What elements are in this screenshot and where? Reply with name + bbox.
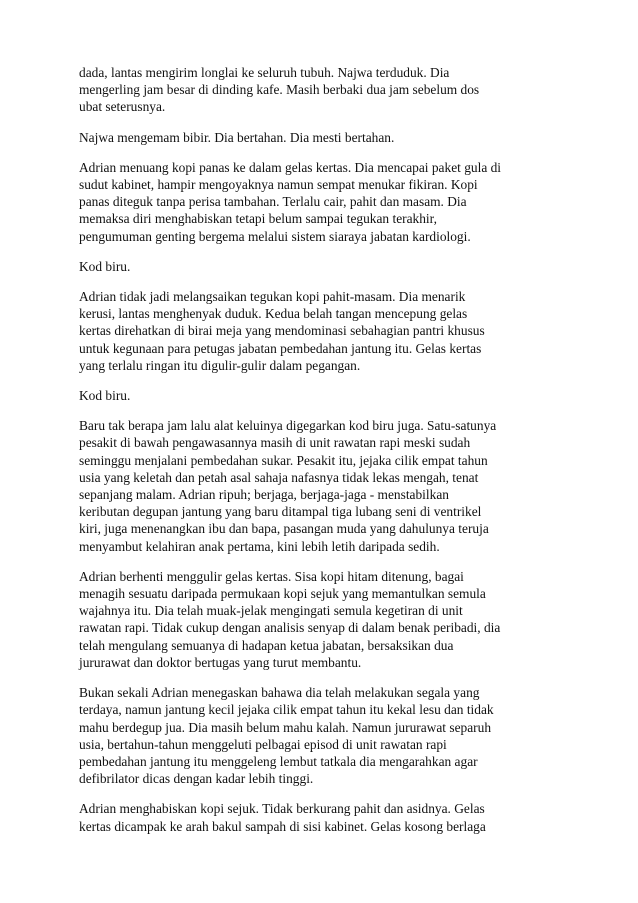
paragraph [79,684,563,787]
paragraph [79,288,563,374]
text-line: sudut kabinet, hampir mengoyaknya namun sempat menukar fikiran. Kopi [79,177,478,193]
text-line: kerusi, lantas menghenyak duduk. Kedua belah tangan mencepung gelas [79,306,468,322]
text-line: Kod biru. [79,388,131,404]
text-line: Bukan sekali Adrian menegaskan bahawa dia telah melakukan segala yang [79,685,480,701]
text-line: wajahnya itu. Dia telah muak-jelak mengingati semula kegetiran di unit [79,603,463,619]
text-line: Adrian menghabiskan kopi sejuk. Tidak berkurang pahit dan asidnya. Gelas [79,801,485,817]
text-line: kiri, juga menenangkan ibu dan bapa, pasangan muda yang dahulunya teruja [79,521,489,537]
paragraph [79,417,563,555]
text-line: Adrian tidak jadi melangsaikan tegukan kopi pahit-masam. Dia menarik [79,289,466,305]
text-line: usia, bertahun-tahun menggeluti pelbagai episod di unit rawatan rapi [79,736,447,752]
paragraph [79,387,563,404]
text-line: kertas dicampak ke arah bakul sampah di sisi kabinet. Gelas kosong berlaga [79,818,486,834]
text-line: menyambut kelahiran anak pertama, kini lebih letih daripada sedih. [79,538,440,554]
text-line: mengerling jam besar di dinding kafe. Masih berbaki dua jam sebelum dos [79,82,480,98]
text-line: kertas direhatkan di birai meja yang mendominasi sebahagian pantri khusus [79,323,485,339]
text-line: pesakit di bawah pengawasannya masih di unit rawatan rapi meski sudah [79,435,471,451]
text-line: telah mengulang semuanya di hadapan ketua jabatan, bersaksikan dua [79,637,454,653]
text-line: Kod biru. [79,258,131,274]
paragraph [79,568,563,671]
text-line: panas diteguk tanpa perisa tambahan. Terlalu cair, pahit dan masam. Dia [79,194,467,210]
text-line: defibrilator dicas dengan kadar lebih tinggi. [79,771,314,787]
paragraph [79,159,563,245]
paragraph [79,258,563,275]
document-body [79,64,563,848]
text-line: seminggu menjalani pembedahan sukar. Pesakit itu, jejaka cilik empat tahun [79,452,488,468]
text-line: untuk kegunaan para petugas jabatan pembedahan jantung itu. Gelas kertas [79,340,482,356]
text-line: Najwa mengemam bibir. Dia bertahan. Dia mesti bertahan. [79,129,395,145]
text-line: menagih sesuatu daripada permukaan kopi sejuk yang memantulkan semula [79,586,486,602]
text-line: rawatan rapi. Tidak cukup dengan analisis senyap di dalam benak peribadi, dia [79,620,501,636]
text-line: sepanjang malam. Adrian ripuh; berjaga, berjaga-jaga - menstabilkan [79,487,449,503]
paragraph [79,800,563,834]
text-line: usia yang keletah dan petah asal sahaja nafasnya tidak lekas mengah, tenat [79,469,479,485]
text-line: jururawat dan doktor bertugas yang turut membantu. [79,654,362,670]
text-line: dada, lantas mengirim longlai ke seluruh tubuh. Najwa terduduk. Dia [79,65,450,80]
paragraph [79,129,563,146]
text-line: Adrian berhenti menggulir gelas kertas. Sisa kopi hitam ditenung, bagai [79,568,464,584]
text-line: terdaya, namun jantung kecil jejaka cilik empat tahun itu kekal lesu dan tidak [79,702,494,718]
text-line: Baru tak berapa jam lalu alat keluinya digegarkan kod biru juga. Satu-satunya [79,418,497,434]
paragraph [79,64,563,116]
text-line: mahu berdegup jua. Dia masih belum mahu kalah. Namun jururawat separuh [79,719,492,735]
text-line: Adrian menuang kopi panas ke dalam gelas kertas. Dia mencapai paket gula di [79,159,502,175]
text-line: yang terlalu ringan itu digulir-gulir dalam pegangan. [79,357,361,373]
text-line: pembedahan jantung itu menggeleng lembut tatkala dia mengarahkan agar [79,753,478,769]
text-line: ubat seterusnya. [79,99,166,115]
text-line: memaksa diri menghabiskan tetapi belum sampai tegukan terakhir, [79,211,437,227]
text-line: keributan degupan jantung yang baru ditampal tiga lubang seni di ventrikel [79,504,482,520]
text-line: pengumuman genting bergema melalui sistem siaraya jabatan kardiologi. [79,228,471,244]
